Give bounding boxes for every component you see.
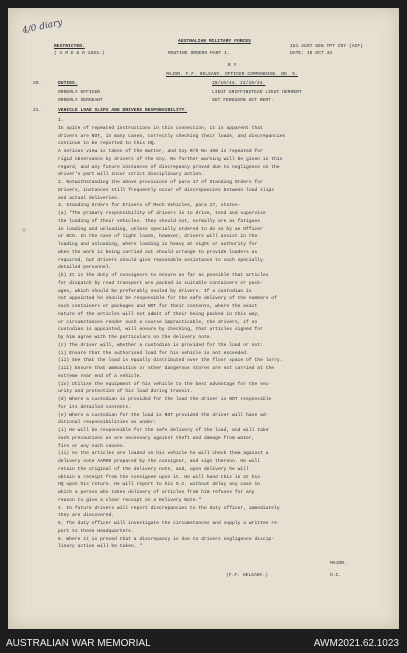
body-line: custodian is appointed, will ensure by checking, that articles signed for: [58, 327, 263, 333]
unit-line: 151 AUST GEN TPT COY (AIF): [290, 44, 363, 49]
archive-footer: [0, 634, 407, 653]
body-line: or circumstances render such a course impracticable, the drivers, if no: [58, 319, 258, 325]
body-line: continue to be reported to this HQ.: [58, 141, 157, 147]
body-line: for dispatch by road transport are packed in suitable containers or pack-: [58, 280, 263, 286]
body-line: Drivers, instances still frequently occur of discrepancies between load slips: [58, 187, 275, 193]
body-line: driver's part will incur strict disciplinary action.: [58, 172, 204, 178]
body-line: port to these Headquarters.: [58, 528, 134, 534]
body-line: which a person who takes delivery of articles from him refuses for any: [58, 490, 255, 495]
body-line: by him agree with the particulars on the delivery note.: [58, 335, 213, 340]
body-line: regard, and any future instances of discrepancy proved due to negligence on the: [58, 164, 280, 170]
body-line: obtain a receipt from the consignee upon it. He will hand this in at his: [58, 474, 261, 480]
body-line: In spite of repeated instructions in this connection, it is apparent that: [58, 125, 263, 131]
by-line: B Y: [228, 63, 237, 68]
duties-dates: 20/10/44. 21/10/44.: [212, 81, 266, 86]
signature-title: O.C.: [330, 573, 342, 578]
body-line: (c) The driver will, whether a custodian is provided for the load or not:: [58, 342, 263, 348]
body-line: the loading of their vehicles. They should not, normally are as fatigues: [58, 218, 261, 224]
body-line: retain the original of the delivery note, and, upon delivery he will: [58, 466, 249, 472]
body-line: 2. Notwithstanding the above provisions of para 17 of Standing Orders for: [58, 180, 263, 185]
body-line: required, but drivers should give reasonable assistance to such specially: [58, 257, 263, 263]
duties-heading: DUTIES.: [58, 81, 78, 86]
body-line: such containers or packages and NOT for their contents, where the exact: [58, 304, 258, 309]
body-line: not appointed he should be responsible for the safe delivery of the numbers of: [58, 296, 277, 302]
body-line: 3. Standing Orders for Drivers of Mech Vehicles, para 17, states-: [58, 203, 241, 209]
orderly-sergeant-label: ORDERLY SERGEANT: [58, 98, 103, 103]
date-line: DATE: 19 OCT 44: [290, 51, 333, 56]
body-line: reason to give a clear receipt on a Delivery Note.": [58, 497, 202, 503]
unit-code: ( A M E & O 1583.): [54, 51, 105, 56]
body-line: (b) It is the duty of consignors to ensure as far as possible that articles: [58, 273, 269, 278]
body-line: (ii) As the articles are loaded on his vehicle he will check them against a: [58, 451, 269, 457]
section-number: 21.: [33, 108, 42, 113]
body-line: 6. Where it is proved that a discrepancy is due to drivers negligence discip-: [58, 536, 275, 542]
body-line: (e) Where a custodian for the load is NOT provided the driver will have ad-: [58, 412, 269, 418]
orderly-sergeant-values: SGT FERGUSON SGT HERT.: [212, 98, 274, 103]
body-line: ages, which should be preferably sealed by drivers. If a custodian is: [58, 288, 252, 294]
body-line: when the work is being carried out should arrange to provide loaders as: [58, 249, 258, 255]
body-line: HQ upon his return. He will report to his O.C. without delay any case in: [58, 482, 261, 488]
body-line: they are discovered.: [58, 513, 115, 519]
section-heading: VEHICLE LOAD SLIPS AND DRIVERS RESPONSIBILITY.: [58, 108, 188, 113]
body-line: such precautions as are necessary against theft and damage from water,: [58, 435, 255, 441]
body-line: 1.: [58, 118, 64, 123]
body-line: fire or any such causes.: [58, 443, 126, 449]
body-line: (ii) See that the load is equally distributed over the floor space of the lorry.: [58, 358, 283, 364]
body-line: delivery note AAMO9 prepared by the consignor, and sign thereon. He will: [58, 459, 261, 464]
body-line: detailed personnel.: [58, 265, 112, 271]
body-line: linary action will be taken. ": [58, 544, 143, 550]
body-line: (i) He will be responsible for the safe delivery of the load, and will take: [58, 428, 269, 433]
body-line: or NCO. In the case of light loads, however, drivers will assist in the: [58, 234, 258, 240]
accession-number: AWM2021.62.1023: [313, 638, 399, 649]
body-line: nature of the articles will not admit of their being packed in this way,: [58, 311, 261, 317]
body-line: for its detailed contents.: [58, 404, 131, 410]
body-line: 5. The duty officer will investigate the circumstances and supply a written re-: [58, 521, 280, 526]
body-line: A serious view is taken of the matter, and Coy R/O No 460 is repeated for: [58, 149, 263, 154]
punch-hole: [22, 228, 26, 232]
body-line: in loading and unloading, unless specially ordered to do so by an Officer: [58, 226, 263, 232]
signature-rank: MAJOR.: [330, 561, 347, 566]
body-line: and actual deliveries.: [58, 195, 120, 201]
body-line: loading and unloading, where loading is heavy at night or authority for: [58, 242, 258, 247]
body-line: extreme rear end of a vehicle.: [58, 373, 143, 379]
body-line: urity and protection of his load during transit.: [58, 389, 193, 395]
orderly-officer-label: ORDERLY OFFICER: [58, 90, 101, 95]
archive-name: AUSTRALIAN WAR MEMORIAL: [6, 638, 151, 649]
order-title: ROUTINE ORDERS PART I.: [168, 51, 230, 56]
body-line: 4. In future drivers will report discrepancies to the duty officer, immediately: [58, 505, 280, 511]
orderly-officer-values: LIEUT GRIFFINSTEAD LIEUT HEROERT: [212, 90, 302, 95]
classification-label: RESTRICTED.: [54, 44, 85, 49]
document-page: [8, 8, 399, 629]
signature-name: (F.F. HELGANY.): [226, 573, 269, 578]
body-line: (iii) Ensure that ammunition or other dangerous stores are not carried at the: [58, 366, 275, 371]
commander-line: MAJOR. F.F. HELGANY. OFFICER COMMANDING. NO. 5.: [166, 72, 298, 77]
header-title: AUSTRALIAN MILITARY FORCES: [178, 39, 251, 44]
handwritten-note: 4/0 diary: [21, 17, 64, 37]
body-line: (i) Ensure that the authorised load for his vehicle is not exceeded.: [58, 350, 249, 356]
body-line: ditional responsibilities as under:: [58, 420, 157, 426]
body-line: rigid observance by drivers of the Coy. No further warning will be given in this: [58, 156, 283, 162]
body-line: drivers are NOT, in many cases, correctly checking their loads, and discrepancies: [58, 133, 286, 139]
body-line: (iv) Utilise the equipment of his vehicle to the best advantage for the sec-: [58, 381, 272, 387]
body-line: (a) "The primary responsibility of drivers is to drive, tend and supervise: [58, 211, 266, 216]
duties-number: 20.: [33, 81, 42, 86]
body-line: (d) Where a custodian is provided for the load the driver is NOT responsible: [58, 397, 272, 402]
